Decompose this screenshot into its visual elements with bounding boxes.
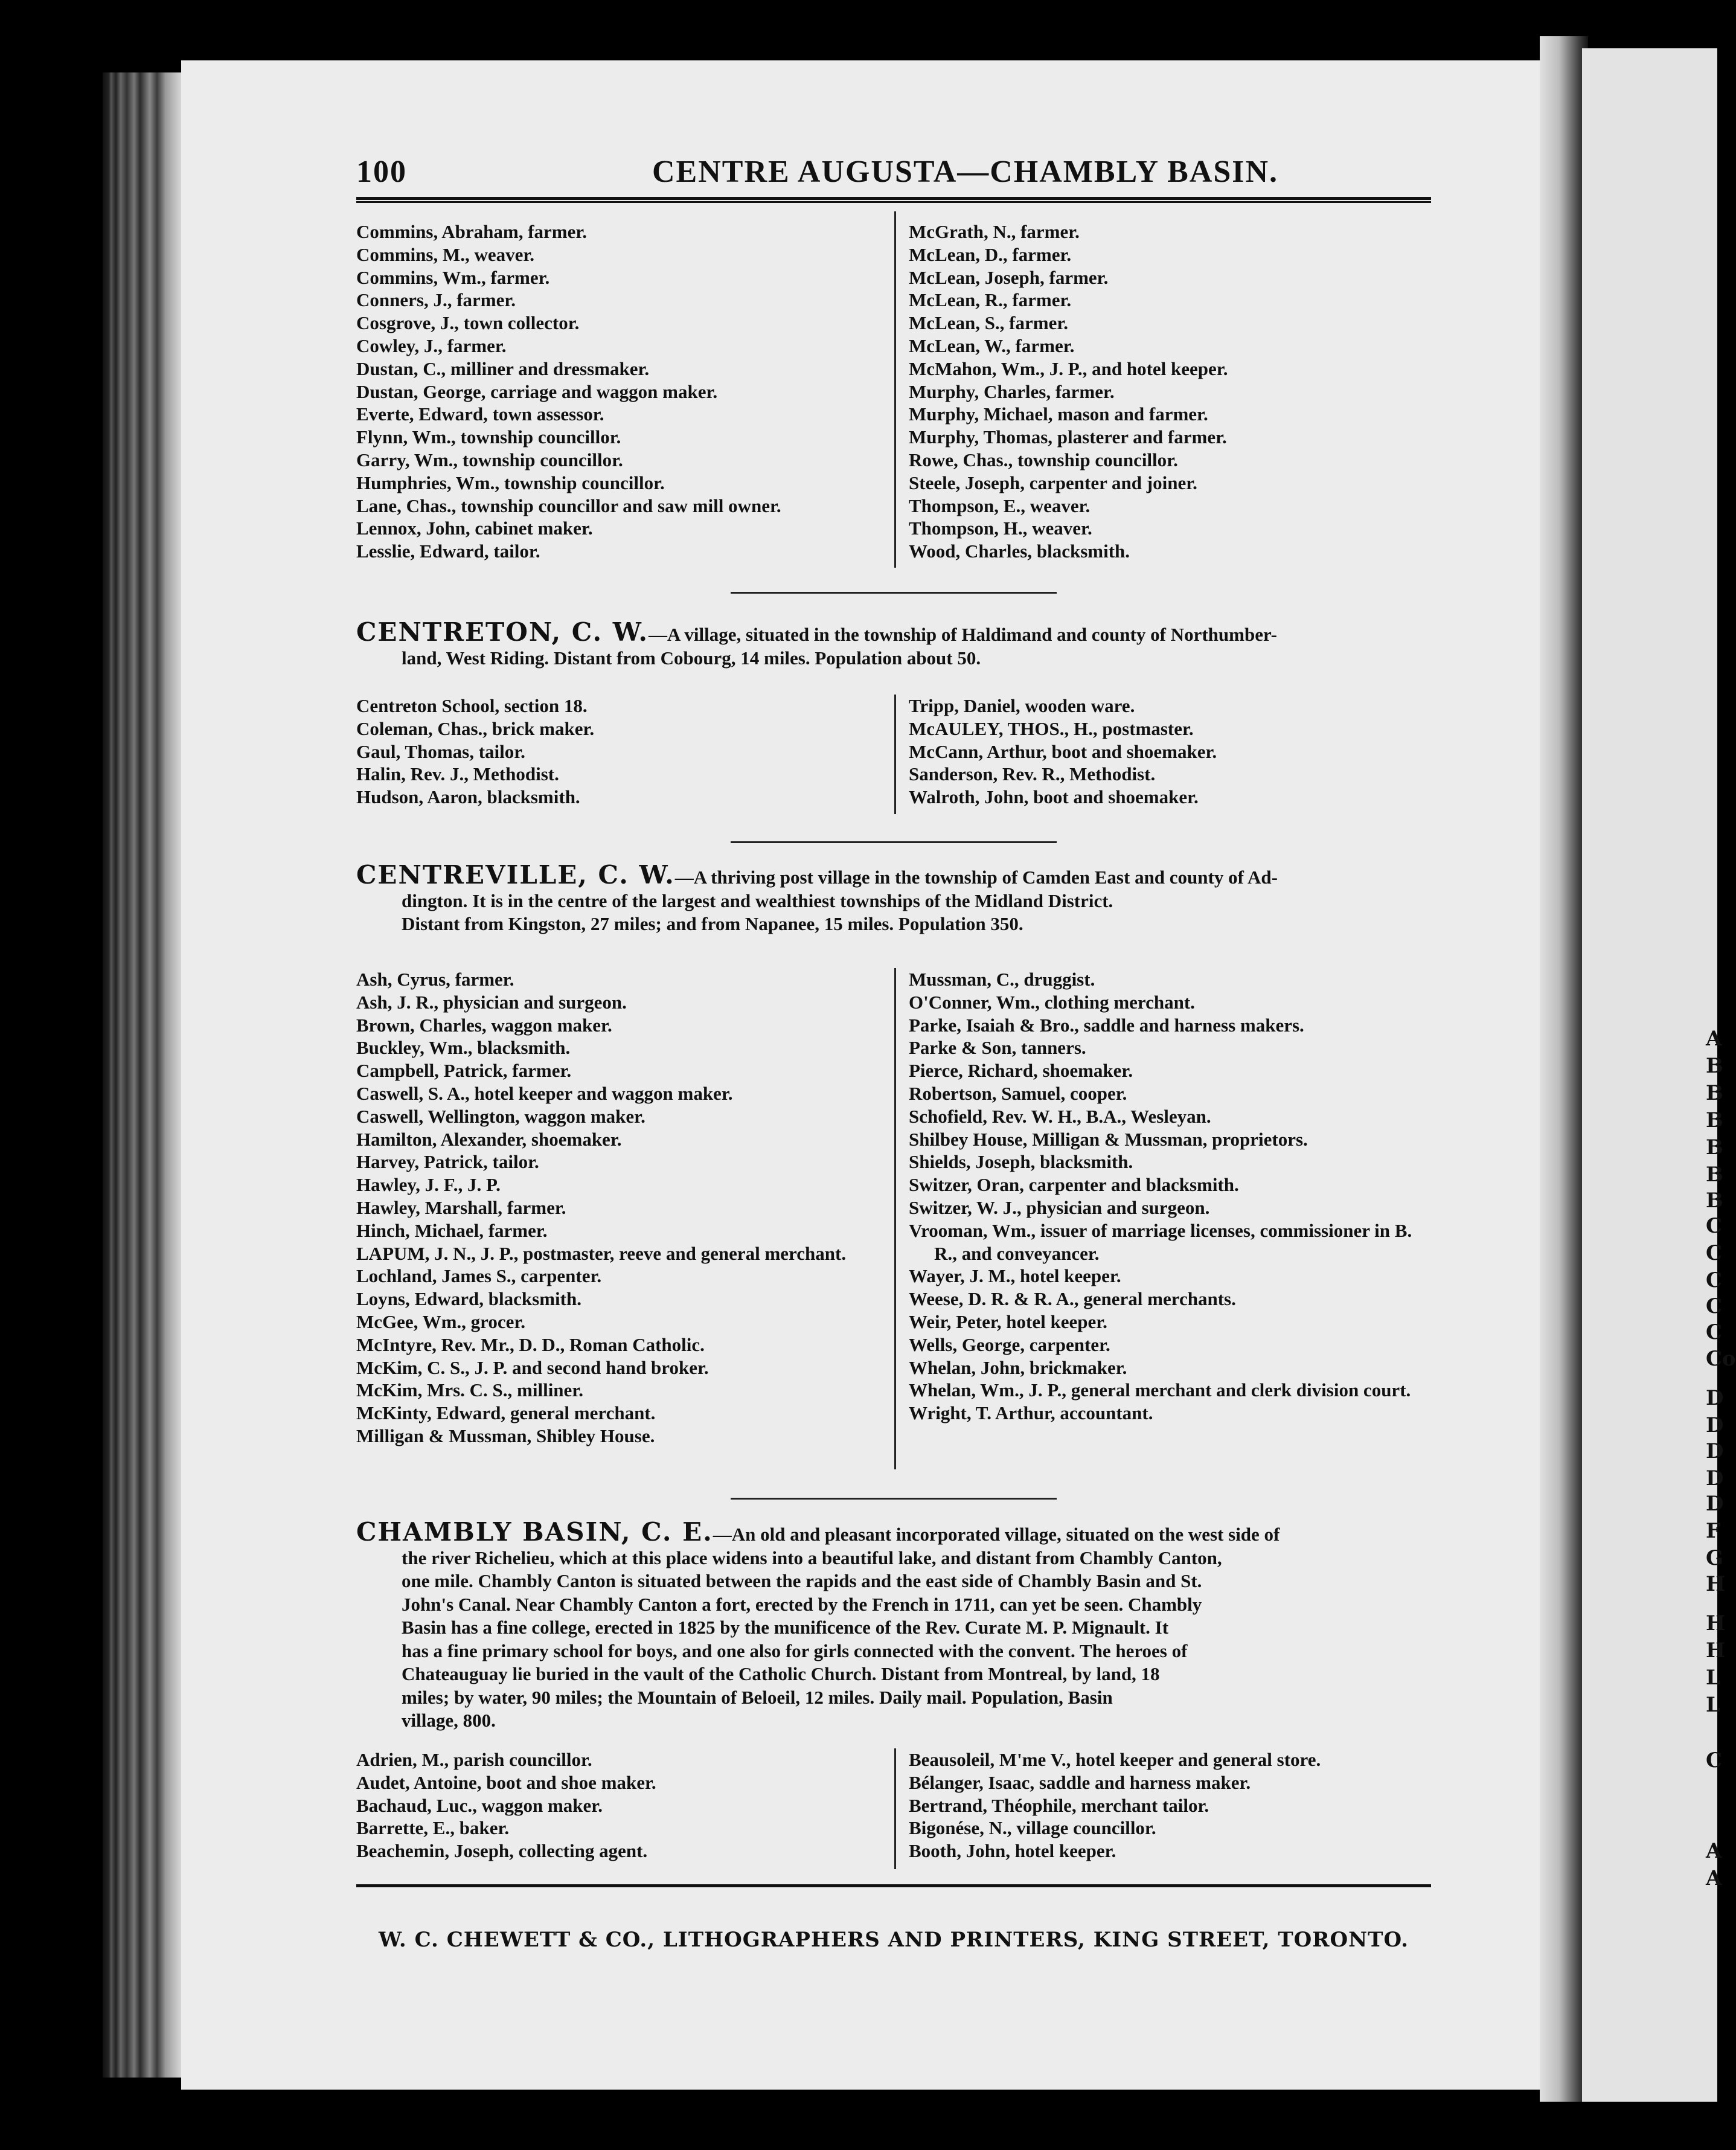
footer-rule xyxy=(356,1884,1431,1889)
directory-entry: Everte, Edward, town assessor. xyxy=(356,403,604,425)
centreton-right-column xyxy=(909,695,1428,809)
next-page-edge-letter: C xyxy=(1706,1748,1723,1773)
directory-entry: Ash, J. R., physician and surgeon. xyxy=(356,991,627,1013)
directory-entry: Tripp, Daniel, wooden ware. xyxy=(909,695,1135,716)
directory-entry: Loyns, Edward, blacksmith. xyxy=(356,1288,581,1310)
centreville-place-name: CENTREVILLE, C. W. xyxy=(356,860,675,890)
next-page-edge-letter: D xyxy=(1706,1413,1724,1437)
chambly-basin-description-2: the river Richelieu, which at this place widens into a beautiful lake, and distant from Chambly Canton, xyxy=(402,1547,1222,1568)
directory-entry: Beachemin, Joseph, collecting agent. xyxy=(356,1840,648,1862)
next-page-edge-letter: B xyxy=(1706,1054,1723,1078)
directory-entry: Whelan, Wm., J. P., general merchant and clerk division court. xyxy=(909,1379,1411,1401)
directory-entry: Wood, Charles, blacksmith. xyxy=(909,541,1130,562)
centre-augusta-left-column xyxy=(356,220,888,563)
directory-entry: O'Conner, Wm., clothing merchant. xyxy=(909,991,1195,1013)
directory-entry: Switzer, W. J., physician and surgeon. xyxy=(909,1196,1210,1218)
directory-entry: Rowe, Chas., township councillor. xyxy=(909,449,1178,470)
directory-entry: Booth, John, hotel keeper. xyxy=(909,1840,1116,1862)
page-fold xyxy=(1540,36,1588,2102)
directory-entry: Ash, Cyrus, farmer. xyxy=(356,969,514,990)
next-page-edge-letter: B xyxy=(1706,1135,1723,1160)
centreville-left-column xyxy=(356,968,888,1448)
directory-entry: McGee, Wm., grocer. xyxy=(356,1311,526,1332)
directory-entry: Hawley, Marshall, farmer. xyxy=(356,1196,566,1218)
directory-entry: Dustan, George, carriage and waggon maker. xyxy=(356,380,718,402)
directory-entry: Buckley, Wm., blacksmith. xyxy=(356,1037,571,1059)
directory-entry: Adrien, M., parish councillor. xyxy=(356,1749,592,1770)
centre-augusta-right-column xyxy=(909,220,1428,563)
directory-entry: Harvey, Patrick, tailor. xyxy=(356,1151,539,1173)
printer-imprint: W. C. CHEWETT & CO., LITHOGRAPHERS AND PRINTERS, KING STREET, TORONTO. xyxy=(379,1928,1409,1952)
directory-entry: Pierce, Richard, shoemaker. xyxy=(909,1060,1133,1082)
directory-entry: Caswell, S. A., hotel keeper and waggon maker. xyxy=(356,1082,733,1104)
directory-entry: McLean, R., farmer. xyxy=(909,289,1072,311)
directory-entry: Centreton School, section 18. xyxy=(356,695,588,716)
directory-entry: Weir, Peter, hotel keeper. xyxy=(909,1311,1107,1332)
next-page-edge-letter: L xyxy=(1706,1693,1720,1717)
centreville-description-3: Distant from Kingston, 27 miles; and from Napanee, 15 miles. Population 350. xyxy=(402,913,1023,934)
directory-entry: Cosgrove, J., town collector. xyxy=(356,312,580,334)
directory-entry: Barrette, E., baker. xyxy=(356,1817,510,1839)
centreton-left-column xyxy=(356,695,888,809)
directory-entry: Caswell, Wellington, waggon maker. xyxy=(356,1105,645,1127)
directory-entry: Robertson, Samuel, cooper. xyxy=(909,1082,1127,1104)
chambly-basin-description-9: village, 800. xyxy=(402,1710,496,1731)
directory-entry: Whelan, John, brickmaker. xyxy=(909,1356,1127,1378)
directory-entry: Walroth, John, boot and shoemaker. xyxy=(909,786,1199,808)
directory-entry: Halin, Rev. J., Methodist. xyxy=(356,763,559,785)
next-page-edge-letter: A xyxy=(1706,1839,1722,1863)
next-page-edge-letter: D xyxy=(1706,1492,1724,1516)
directory-entry: Campbell, Patrick, farmer. xyxy=(356,1060,572,1082)
chambly-basin-description-5: Basin has a fine college, erected in 1825 by the munificence of the Rev. Curate M. P. Mignault. It xyxy=(402,1617,1169,1638)
directory-entry: Hudson, Aaron, blacksmith. xyxy=(356,786,580,808)
directory-entry: Thompson, H., weaver. xyxy=(909,518,1092,539)
next-page-edge-letter: C xyxy=(1706,1320,1723,1344)
next-page-edge-letter: C xyxy=(1706,1268,1723,1292)
next-page-edge-letter: H xyxy=(1706,1572,1726,1596)
directory-entry: Conners, J., farmer. xyxy=(356,289,516,311)
next-page-edge-letter: B xyxy=(1706,1163,1723,1187)
directory-entry: Lane, Chas., township councillor and saw mill owner. xyxy=(356,495,781,516)
directory-entry: Coleman, Chas., brick maker. xyxy=(356,717,595,739)
directory-entry: Hinch, Michael, farmer. xyxy=(356,1219,548,1241)
next-page-edge-letter: A xyxy=(1706,1866,1722,1890)
directory-entry: Murphy, Thomas, plasterer and farmer. xyxy=(909,426,1227,448)
directory-entry: McAULEY, THOS., H., postmaster. xyxy=(909,717,1194,739)
directory-entry: McIntyre, Rev. Mr., D. D., Roman Catholic. xyxy=(356,1333,705,1355)
directory-entry: Hawley, J. F., J. P. xyxy=(356,1174,501,1196)
column-divider xyxy=(894,211,896,568)
next-page-edge-letter: B xyxy=(1706,1108,1723,1132)
book-spine xyxy=(103,72,187,2078)
chambly-basin-description-1: —An old and pleasant incorporated village, situated on the west side of xyxy=(713,1524,1280,1545)
next-page-edge-letter: C xyxy=(1706,1214,1723,1238)
directory-entry: Bélanger, Isaac, saddle and harness maker. xyxy=(909,1771,1251,1793)
directory-entry: Wayer, J. M., hotel keeper. xyxy=(909,1265,1121,1287)
directory-entry: Garry, Wm., township councillor. xyxy=(356,449,623,470)
next-page-edge-letter: C xyxy=(1706,1241,1723,1265)
column-divider xyxy=(894,1748,896,1869)
directory-entry: Beausoleil, M'me V., hotel keeper and general store. xyxy=(909,1749,1321,1770)
chambly-basin-description-8: miles; by water, 90 miles; the Mountain of Beloeil, 12 miles. Daily mail. Population, Basin xyxy=(402,1686,1113,1708)
next-page-edge-letter: G xyxy=(1706,1546,1724,1570)
chambly-basin-description-7: Chateauguay lie buried in the vault of the Catholic Church. Distant from Montreal, by land, 18 xyxy=(402,1663,1160,1684)
page-title: CENTRE AUGUSTA—CHAMBLY BASIN. xyxy=(652,155,1279,189)
directory-entry: McCann, Arthur, boot and shoemaker. xyxy=(909,740,1217,762)
directory-entry: McLean, Joseph, farmer. xyxy=(909,266,1109,288)
chambly-basin-heading xyxy=(356,1517,1431,1733)
directory-entry: Sanderson, Rev. R., Methodist. xyxy=(909,763,1156,785)
directory-entry: Hamilton, Alexander, shoemaker. xyxy=(356,1128,622,1150)
centreville-right-column xyxy=(909,968,1431,1425)
directory-entry: Murphy, Michael, mason and farmer. xyxy=(909,403,1208,425)
directory-entry: Bigonése, N., village councillor. xyxy=(909,1817,1156,1839)
directory-entry: McMahon, Wm., J. P., and hotel keeper. xyxy=(909,358,1228,379)
next-page-edge-letter: D xyxy=(1706,1466,1724,1491)
next-page-edge-letter: F xyxy=(1706,1519,1721,1543)
directory-entry: Murphy, Charles, farmer. xyxy=(909,380,1115,402)
directory-entry: Lennox, John, cabinet maker. xyxy=(356,518,593,539)
centreton-heading xyxy=(356,617,1431,670)
next-page-edge-letter: B xyxy=(1706,1189,1723,1213)
chambly-basin-place-name: CHAMBLY BASIN, C. E. xyxy=(356,1517,713,1547)
directory-entry: Humphries, Wm., township councillor. xyxy=(356,472,665,493)
directory-entry: McLean, W., farmer. xyxy=(909,335,1075,356)
centreville-description-2: dington. It is in the centre of the largest and wealthiest townships of the Midland District. xyxy=(402,890,1113,911)
directory-entry: Thompson, E., weaver. xyxy=(909,495,1091,516)
next-page-edge xyxy=(1582,48,1736,2102)
directory-entry: Bertrand, Théophile, merchant tailor. xyxy=(909,1794,1209,1816)
directory-entry: Weese, D. R. & R. A., general merchants. xyxy=(909,1288,1236,1310)
directory-entry: McKim, Mrs. C. S., milliner. xyxy=(356,1379,583,1401)
next-page-edge-letter: Co xyxy=(1706,1347,1736,1371)
centreton-description-1: —A village, situated in the township of Haldimand and county of Northumber- xyxy=(648,624,1277,645)
directory-entry: Bachaud, Luc., waggon maker. xyxy=(356,1794,603,1816)
directory-entry: Gaul, Thomas, tailor. xyxy=(356,740,525,762)
directory-entry: Steele, Joseph, carpenter and joiner. xyxy=(909,472,1197,493)
directory-entry: Cowley, J., farmer. xyxy=(356,335,507,356)
chambly-basin-description-6: has a fine primary school for boys, and one also for girls connected with the convent. The heroes of xyxy=(402,1640,1188,1661)
directory-entry: Lochland, James S., carpenter. xyxy=(356,1265,602,1287)
next-page-edge-letter: C xyxy=(1706,1294,1723,1318)
next-page-edge-letter: D xyxy=(1706,1439,1724,1463)
chambly-basin-right-column xyxy=(909,1748,1434,1863)
directory-entry: Schofield, Rev. W. H., B.A., Wesleyan. xyxy=(909,1105,1211,1127)
directory-entry: Vrooman, Wm., issuer of marriage licenses, commissioner in B. R., and conveyancer. xyxy=(909,1219,1412,1264)
directory-entry: Lesslie, Edward, tailor. xyxy=(356,541,540,562)
next-page-edge-letter: H xyxy=(1706,1638,1726,1663)
chambly-basin-description-4: John's Canal. Near Chambly Canton a fort, erected by the French in 1711, can yet be seen. Chambly xyxy=(402,1593,1202,1615)
next-page-edge-letter: L xyxy=(1706,1666,1720,1690)
directory-entry: McKim, C. S., J. P. and second hand broker. xyxy=(356,1356,709,1378)
directory-entry: Dustan, C., milliner and dressmaker. xyxy=(356,358,650,379)
next-page-edge-letter: A xyxy=(1706,1027,1722,1051)
directory-entry: Wells, George, carpenter. xyxy=(909,1333,1110,1355)
section-rule xyxy=(731,1498,1057,1500)
directory-entry: McGrath, N., farmer. xyxy=(909,221,1080,242)
directory-entry: Flynn, Wm., township councillor. xyxy=(356,426,621,448)
directory-entry: LAPUM, J. N., J. P., postmaster, reeve and general merchant. xyxy=(356,1242,847,1264)
directory-entry: Commins, Wm., farmer. xyxy=(356,266,550,288)
directory-entry: McKinty, Edward, general merchant. xyxy=(356,1402,656,1424)
directory-entry: Brown, Charles, waggon maker. xyxy=(356,1014,612,1036)
section-rule xyxy=(731,592,1057,594)
directory-entry: Mussman, C., druggist. xyxy=(909,969,1095,990)
centreville-description-1: —A thriving post village in the township of Camden East and county of Ad- xyxy=(674,867,1278,888)
directory-entry: Parke, Isaiah & Bro., saddle and harness makers. xyxy=(909,1014,1304,1036)
next-page-edge-letter: H xyxy=(1706,1611,1726,1635)
centreton-description-2: land, West Riding. Distant from Cobourg, 14 miles. Population about 50. xyxy=(402,647,981,669)
header-rule xyxy=(356,197,1431,203)
next-page-edge-letter: B xyxy=(1706,1081,1723,1105)
section-rule xyxy=(731,841,1057,843)
directory-entry: Wright, T. Arthur, accountant. xyxy=(909,1402,1153,1424)
directory-entry: Commins, M., weaver. xyxy=(356,243,535,265)
column-divider xyxy=(894,695,896,814)
centreton-place-name: CENTRETON, C. W. xyxy=(356,617,649,647)
next-page-edge-letter: D xyxy=(1706,1386,1724,1410)
chambly-basin-description-3: one mile. Chambly Canton is situated between the rapids and the east side of Chambly Basin and St. xyxy=(402,1570,1202,1591)
directory-entry: Milligan & Mussman, Shibley House. xyxy=(356,1425,655,1446)
directory-entry: Shields, Joseph, blacksmith. xyxy=(909,1151,1133,1173)
directory-entry: Audet, Antoine, boot and shoe maker. xyxy=(356,1771,656,1793)
chambly-basin-left-column xyxy=(356,1748,888,1863)
directory-entry: McLean, D., farmer. xyxy=(909,243,1072,265)
page-number: 100 xyxy=(356,155,407,189)
directory-entry: Parke & Son, tanners. xyxy=(909,1037,1086,1059)
centreville-heading xyxy=(356,860,1431,936)
directory-entry: Switzer, Oran, carpenter and blacksmith. xyxy=(909,1174,1239,1196)
directory-entry: McLean, S., farmer. xyxy=(909,312,1069,334)
column-divider xyxy=(894,968,896,1469)
directory-entry: Shilbey House, Milligan & Mussman, proprietors. xyxy=(909,1128,1308,1150)
directory-entry: Commins, Abraham, farmer. xyxy=(356,221,588,242)
